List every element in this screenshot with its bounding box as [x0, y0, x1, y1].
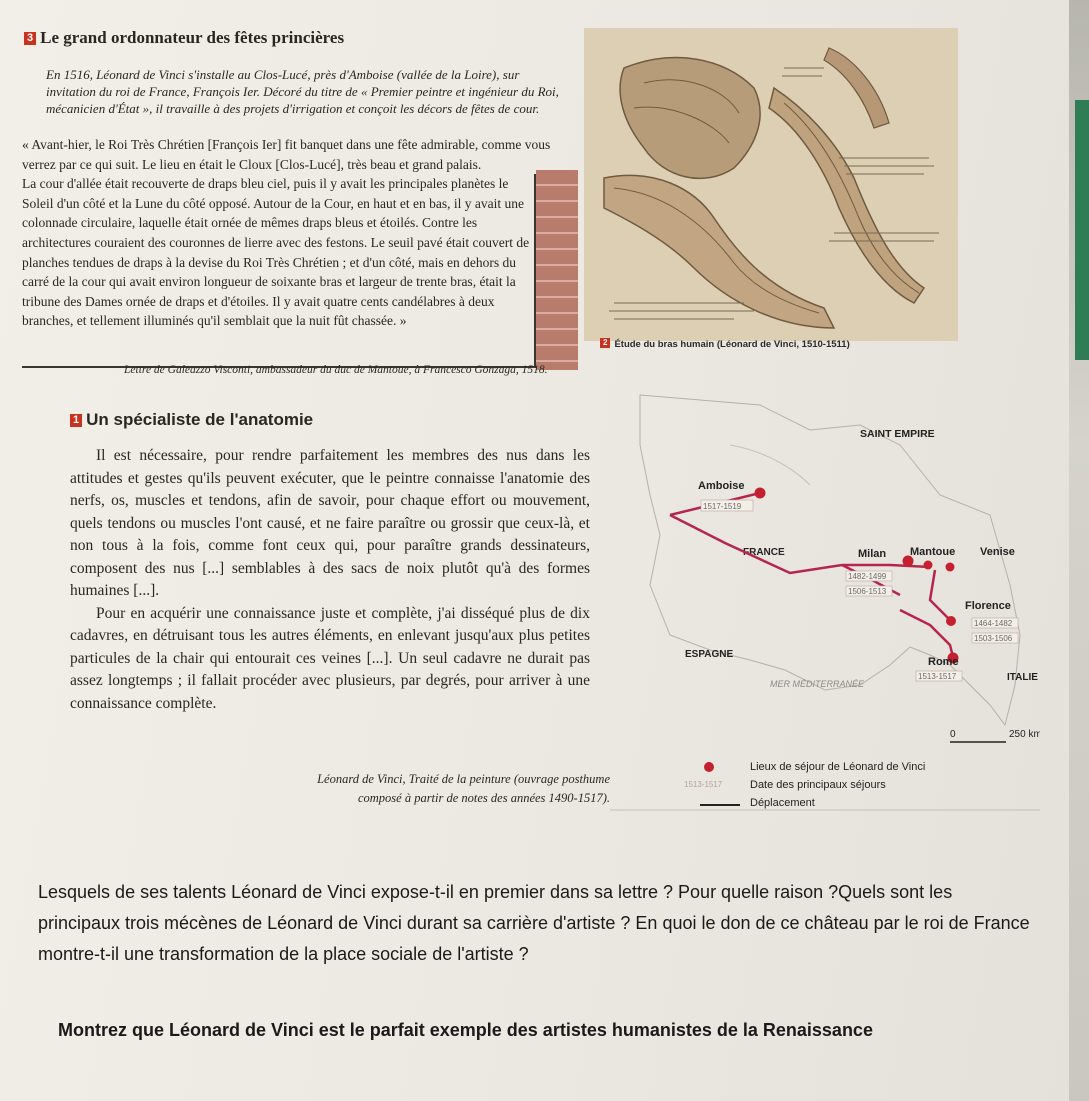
arm-sketch-illustration [584, 28, 958, 341]
scale-km: 250 km [1009, 729, 1040, 740]
city-venise-marker [946, 563, 955, 572]
doc3-source: Lettre de Galeazzo Visconti, ambassadeur du duc de Mantoue, à Francesco Gonzaga, 1518. [124, 364, 548, 376]
travel-map [610, 385, 1040, 845]
city-florence-label: Florence [965, 600, 1011, 612]
legend-dot-icon [704, 762, 714, 772]
doc1-source [230, 770, 610, 808]
doc1-source-line2: composé à partir de notes des années 1490-1517). [357, 791, 610, 805]
city-venise-label: Venise [980, 546, 1015, 558]
route-lines [670, 493, 952, 653]
doc1-body [70, 445, 590, 715]
map-legend [684, 761, 1040, 815]
label-italie: ITALIE [1007, 672, 1038, 683]
city-amboise-marker [755, 488, 766, 499]
label-espagne: ESPAGNE [685, 649, 734, 660]
doc2-caption [600, 338, 850, 350]
legend-stays-text: Lieux de séjour de Léonard de Vinci [750, 761, 926, 773]
date-florence-1: 1464-1482 [974, 619, 1013, 628]
date-rome: 1513-1517 [918, 672, 957, 681]
city-florence-marker [946, 616, 956, 626]
legend-dates-text: Date des principaux séjours [750, 779, 886, 791]
doc3-intro: En 1516, Léonard de Vinci s'installe au Clos-Lucé, près d'Amboise (vallée de la Loire), sur invitation du roi de France, François Ier. Décoré du titre de « Premier peintre et ingénieur du Roi, mécanicien d'État », il travaille à des projets d'irrigation et conçoit les décors de fêtes de cour. [46, 67, 559, 116]
legend-date-sample: 1513-1517 [684, 780, 723, 789]
doc1-source-line1: Léonard de Vinci, Traité de la peinture (ouvrage posthume [317, 772, 610, 786]
doc3-title [24, 28, 344, 48]
route-segment [930, 570, 950, 620]
route-segment [900, 610, 952, 653]
label-mediterranee: MER MÉDITERRANÉE [770, 679, 865, 689]
doc2-badge: 2 [600, 338, 610, 348]
city-amboise-label: Amboise [698, 480, 745, 492]
legend-row-move [700, 797, 1040, 815]
route-segment [670, 515, 842, 573]
legend-row-stays [700, 761, 1040, 779]
doc1-badge: 1 [70, 414, 82, 427]
legend-row-dates [684, 779, 1040, 797]
doc3-title-text: Le grand ordonnateur des fêtes princières [40, 28, 345, 47]
label-empire: SAINT EMPIRE [860, 428, 935, 440]
date-florence-2: 1503-1506 [974, 634, 1013, 643]
city-rome-label: Rome [928, 656, 959, 668]
doc3-quote [22, 135, 570, 331]
doc1-paragraph: Pour en acquérir une connaissance juste et complète, j'ai disséqué plus de dix cadavres, en détruisant tous les autres éléments, en enlevant jusqu'aux plus petites particules de la chair qui entourait ces veines [...]. Un seul cadavre ne durait pas assez longtemps ; il fallait procéder avec plusieurs, par degrés, pour arriver à une connaissance complète. [70, 604, 590, 712]
legend-move-text: Déplacement [750, 797, 815, 809]
label-france: FRANCE [743, 547, 785, 558]
doc3-badge: 3 [24, 32, 36, 45]
scale-bar [950, 729, 1040, 742]
brick-wall-strip [536, 170, 578, 370]
city-milan-label: Milan [858, 548, 887, 560]
city-mantoue-marker [924, 561, 933, 570]
doc2-caption-text: Étude du bras humain (Léonard de Vinci, 1510-1511) [614, 339, 850, 350]
date-milan-2: 1506-1513 [848, 587, 887, 596]
date-amboise: 1517-1519 [703, 502, 742, 511]
doc3-quote-body: La cour d'allée était recouverte de draps bleu ciel, puis il y avait les principales planètes le Soleil d'un côté et la Lune du côté opposé. Autour de la Cour, en haut et en bas, il y avait une colonnade circulaire, laquelle était ornée de mêmes draps bleus et étoilés. Contre les architectures couraient des couronnes de lierre avec des festons. Le seuil pavé était couvert de planches tendues de draps à la devise du Roi Très Chrétien ; et d'un côté, mais en dehors du carré de la cour qui avait environ longueur de soixante bras et largeur de trente bras, était la tribune des Dames ornée de draps et d'étoiles. Il y avait quatre cents candélabres à deux branches, et tellement illuminés qu'il semblait que la nuit fût chassée. » [22, 176, 530, 329]
scale-zero: 0 [950, 729, 956, 740]
city-mantoue-label: Mantoue [910, 546, 956, 558]
task-text: Montrez que Léonard de Vinci est le parfait exemple des artistes humanistes de la Renaissance [58, 1020, 873, 1040]
doc3-quote-opening: « Avant-hier, le Roi Très Chrétien [François Ier] fit banquet dans une fête admirable, comme vous verrez par ce qui suit. Le lieu en était le Cloux [Clos-Lucé], très beau et grand palais. [22, 137, 551, 172]
doc1-paragraph: Il est nécessaire, pour rendre parfaitement les membres des nus dans les attitudes et gestes qu'ils peuvent exécuter, que le peintre connaisse l'anatomie des nerfs, os, muscles et tendons, afin de savoir, pour chaque effort ou mouvement, quels tendons ou muscles l'ont causé, et ne faire paraître ou grossir que ceux-là, et non tous à la fois, comme font ceux qui, pour paraître grands dessinateurs, composent des nus [...] semblables à des sacs de noix plutôt qu'à des formes humaines [...]. [70, 447, 590, 599]
date-milan-1: 1482-1499 [848, 572, 887, 581]
doc1-title-text: Un spécialiste de l'anatomie [86, 410, 314, 429]
route-segment [842, 565, 930, 567]
questions-text: Lesquels de ses talents Léonard de Vinci expose-t-il en premier dans sa lettre ? Pour quelle raison ?Quels sont les principaux trois mécènes de Léonard de Vinci durant sa carrière d'artiste ? En quoi le don de ce château par le roi de France montre-t-il une transformation de la place sociale de l'artiste ? [38, 882, 1030, 964]
arm-study-drawing [584, 28, 958, 341]
legend-line-icon [700, 804, 740, 806]
doc1-title [70, 410, 313, 430]
green-bookmark-strip [1075, 100, 1089, 360]
